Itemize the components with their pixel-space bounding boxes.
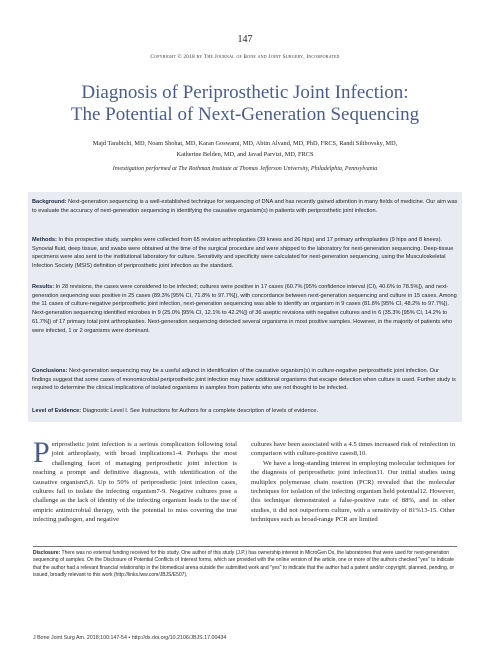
footer-citation: J Bone Joint Surg Am. 2018;100:147-54 • http://dx.doi.org/10.2106/JBJS.17.00434 <box>33 635 227 641</box>
disclosure-label: Disclosure: <box>33 550 61 556</box>
author-list <box>40 138 450 160</box>
page-number: 147 <box>237 34 253 45</box>
disclosure-note <box>33 550 457 580</box>
conclusions-label: Conclusions: <box>32 368 68 374</box>
abstract-level-section <box>32 407 458 416</box>
drop-cap: P <box>33 436 50 469</box>
abstract-results-section <box>32 283 458 335</box>
level-label: Level of Evidence: <box>32 408 82 414</box>
right-column-paragraph-1: cultures have been associated with a 4.5 times increased risk of reinfection in comparison with culture-positive cases8,10. <box>251 441 455 458</box>
results-label: Results: <box>32 284 55 290</box>
background-label: Background: <box>32 199 67 205</box>
conclusions-text: Next-generation sequencing may be a useful adjunct in identification of the causative organism(s) in culture-negative periprosthetic joint infection. Our findings suggest that some cases of monomicrobial periprosthetic joint infection may have additional organisms that escape detection when culture is used. Further study is required to determine the clinical implications of isolated organisms in samples from patients who are not thought to be infected. <box>32 368 456 392</box>
right-column-paragraph-2: We have a long-standing interest in employing molecular techniques for the diagnosis of periprosthetic joint infection11. Our initial studies using multiplex polymerase chain reaction (PCR) revealed that the molecular techniques for isolation of the infecting organism held potential12. However, this technique demonstrated a false-positive rate of 88%, and in other studies, it did not outperform culture, with a sensitivity of 81%13-15. Other techniques such as broad-range PCR are limited <box>251 459 455 524</box>
left-column-text: eriprosthetic joint infection is a serious complication following total joint arthroplasty, with broad implications1-4. Perhaps the most challenging facet of managing periprosthetic joint infection is reaching a prompt and definitive diagnosis, with identification of the causative organism5,6. Up to 50% of periprosthetic joint infection cases, cultures fail to isolate the infecting organism7-9. Negative cultures pose a challenge as the lack of identity of the infecting organism leads to the use of empiric antimicrobial therapy, with the potential to miss covering the true infecting pathogen, and negative <box>33 441 237 524</box>
disclosure-divider <box>33 546 457 547</box>
methods-label: Methods: <box>32 237 57 243</box>
results-text: In 28 revisions, the cases were considered to be infected; cultures were positive in 17 cases (60.7% [95% confidence interval (CI), 40.6% to 78.5%]), and next-generation sequencing was positive in 25 cases (89.3% [95% CI, 71.8% to 97.7%]), with concordance between next-generation sequencing and culture in 15 cases. Among the 11 cases of culture-negative periprosthetic joint infection, next-generation sequencing was able to identify an organism in 9 cases (81.8% [95% CI, 48.2% to 97.7%]). Next-generation sequencing identified microbes in 9 (25.0% [95% CI, 12.1% to 42.2%]) of 36 aseptic revisions with negative cultures and in 6 (35.3% [95% CI, 14.2% to 61.7%]) of 17 primary total joint arthroplasties. Next-generation sequencing detected several organisms in most positive samples. However, in the majority of patients who were infected, 1 or 2 organisms were dominant. <box>32 284 457 334</box>
methods-text: In this prospective study, samples were collected from 65 revision arthroplasties (39 knees and 26 hips) and 17 primary arthroplasties (9 hips and 8 knees). Synovial fluid, deep tissue, and swabs were obtained at the time of the surgical procedure and were shipped to the laboratory for next-generation sequencing. Deep-tissue specimens were also sent to the institutional laboratory for culture. Sensitivity and specificity were calculated for next-generation sequencing, using the Musculoskeletal Infection Society (MSIS) definition of periprosthetic joint infection as the standard. <box>32 237 454 270</box>
level-text: Diagnostic Level I. See Instructions for Authors for a complete description of levels of evidence. <box>81 408 319 414</box>
body-column-right <box>251 440 455 525</box>
abstract-methods-section <box>32 236 458 271</box>
abstract-background-section <box>32 198 458 215</box>
authors-line-2: Katherine Belden, MD, and Javad Parvizi, MD, FRCS <box>176 151 314 158</box>
authors-line-1: Majd Tarabichi, MD, Noam Shohat, MD, Karan Goswami, MD, Abtin Alvand, MD, PhD, FRCS, Randi Silibovsky, MD, <box>92 140 398 147</box>
copyright-line: Copyright © 2018 by The Journal of Bone and Joint Surgery, Incorporated <box>150 54 340 60</box>
body-column-left <box>33 436 237 525</box>
institution-line: Investigation performed at The Rothman Institute at Thomas Jefferson University, Philadelphia, Pennsylvania <box>112 166 378 172</box>
abstract-conclusions-section <box>32 367 458 393</box>
disclosure-text: There was no external funding received for this study. One author of this study (J.P.) has ownership interest in MicroGen Dx, the laboratories that were used for next-generation sequencing of samples. On the Disclosure of Potential Conflicts of Interest forms, which are provided with the online version of the article, one or more of the authors checked "yes" to indicate that the author had a relevant financial relationship in the biomedical arena outside the submitted work and "yes" to indicate that the author had a patent and/or copyright, planned, pending, or issued, broadly relevant to this work (http://links.lww.com/JBJS/E507). <box>33 550 455 579</box>
background-text: Next-generation sequencing is a well-established technique for sequencing of DNA and has recently gained attention in many fields of medicine. Our aim was to evaluate the accuracy of next-generation sequencing in identifying the causative organism(s) in patients with periprosthetic joint infection. <box>32 199 458 214</box>
title-line-2: The Potential of Next-Generation Sequencing <box>70 104 420 125</box>
title-line-1: Diagnosis of Periprosthetic Joint Infection: <box>81 82 409 103</box>
article-title <box>30 82 460 126</box>
